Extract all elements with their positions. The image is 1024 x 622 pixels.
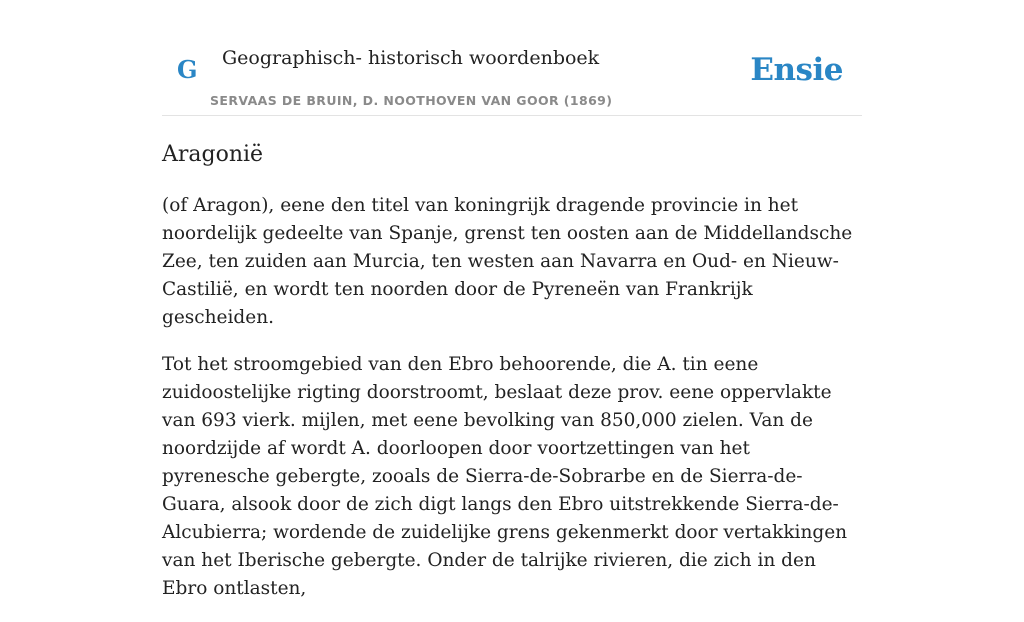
entry-body <box>162 192 862 622</box>
entry-title: Aragonië <box>162 142 264 167</box>
ensie-logo[interactable]: Ensie <box>750 52 843 88</box>
book-title-link[interactable]: Geographisch- historisch woordenboek <box>222 47 600 69</box>
entry-paragraph: Tot het stroomgebied van den Ebro behoorende, die A. tin eene zuidoostelijke rigting doorstroomt, beslaat deze prov. eene oppervlakte van 693 vierk. mijlen, met eene bevolking van 850,000 zielen. Van de noordzijde af wordt A. doorloopen door voortzettingen van het pyrenesche gebergte, zooals de Sierra-de-Sobrarbe en de Sierra-de-Guara, alsook door de zich digt langs den Ebro uitstrekkende Sierra-de-Alcubierra; wordende de zuidelijke grens gekenmerkt door vertakkingen van het Iberische gebergte. Onder de talrijke rivieren, die zich in den Ebro ontlasten, <box>162 354 848 599</box>
entry-paragraph: (of Aragon), eene den titel van koningrijk dragende provincie in het noordelijk gedeelte van Spanje, grenst ten oosten aan de Middellandsche Zee, ten zuiden aan Murcia, ten westen aan Navarra en Oud- en Nieuw-Castilië, en wordt ten noorden door de Pyreneën van Frankrijk gescheiden. <box>162 195 853 328</box>
page-container <box>162 0 862 599</box>
book-author: SERVAAS DE BRUIN, D. NOOTHOVEN VAN GOOR (1869) <box>210 93 613 108</box>
book-header <box>162 0 862 116</box>
book-letter-icon[interactable]: G <box>177 55 198 84</box>
